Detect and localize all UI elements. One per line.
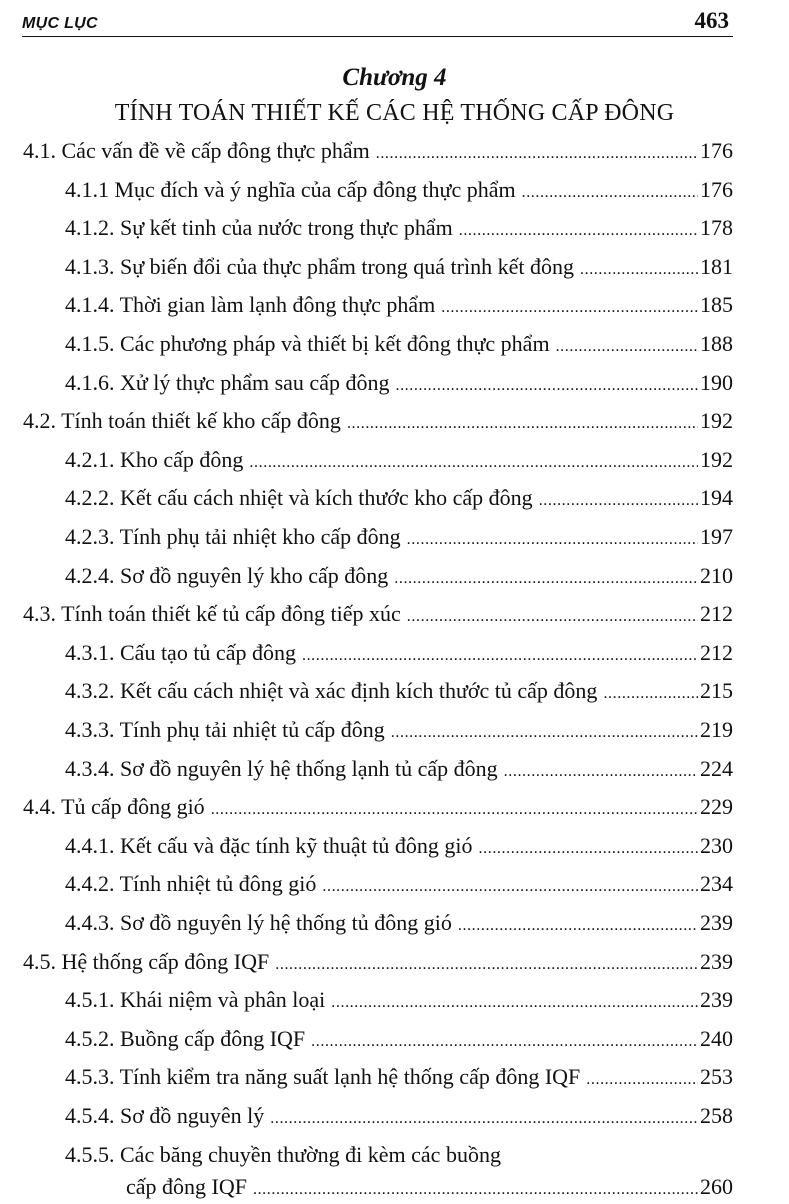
toc-dot-leader [311, 1028, 698, 1056]
toc-entry-label: 4.4.3. Sơ đồ nguyên lý hệ thống tủ đông gió [65, 910, 452, 935]
toc-dot-leader [376, 140, 698, 168]
toc-page-number: 239 [700, 987, 733, 1013]
toc-subsection-entry [65, 909, 733, 940]
toc-dot-leader [275, 951, 698, 979]
toc-subsection-entry [65, 253, 733, 284]
toc-page-number: 234 [700, 871, 733, 897]
toc-entry-label: 4.4. Tủ cấp đông gió [23, 794, 205, 820]
toc-dot-leader [407, 603, 698, 631]
toc-subsection-entry [65, 562, 733, 593]
toc-entry-label: 4.1. Các vấn đề về cấp đông thực phẩm [23, 138, 370, 163]
toc-page-number: 224 [700, 755, 733, 781]
toc-page-number: 178 [700, 215, 733, 241]
toc-entry-label: 4.3.4. Sơ đồ nguyên lý hệ thống lạnh tủ cấp đông [65, 755, 498, 781]
toc-entry-label: 4.2.1. Kho cấp đông [65, 446, 244, 472]
toc-dot-leader [441, 294, 698, 322]
toc-entry-label: 4.2.2. Kết cấu cách nhiệt và kích thước kho cấp đông [65, 485, 533, 511]
toc-dot-leader [322, 873, 698, 901]
toc-section-entry [23, 948, 733, 979]
toc-dot-leader [394, 565, 698, 593]
toc-entry-label: 4.1.2. Sự kết tinh của nước trong thực phẩm [65, 215, 453, 241]
toc-entry-label: 4.5.3. Tính kiểm tra năng suất lạnh hệ thống cấp đông IQF [65, 1064, 581, 1090]
toc-entry-label: 4.4.1. Kết cấu và đặc tính kỹ thuật tủ đông gió [65, 832, 473, 858]
toc-page-number: 190 [700, 369, 733, 395]
toc-entry-label: 4.5.2. Buồng cấp đông IQF [65, 1025, 306, 1051]
toc-subsection-entry [65, 330, 733, 361]
toc-entry-label: 4.5.4. Sơ đồ nguyên lý [65, 1103, 265, 1128]
toc-entry-label: 4.2.4. Sơ đồ nguyên lý kho cấp đông [65, 562, 389, 588]
toc-section-entry [23, 793, 733, 824]
toc-subsection-entry [65, 832, 733, 863]
toc-subsection-entry [65, 446, 733, 477]
toc-page-number: 212 [700, 601, 733, 627]
toc-dot-leader [522, 179, 698, 207]
toc-dot-leader [556, 333, 698, 361]
toc-entry-label: 4.1.5. Các phương pháp và thiết bị kết đông thực phẩm [65, 331, 550, 356]
toc-subsection-entry [65, 1063, 733, 1094]
toc-section-entry [23, 137, 733, 168]
toc-entry-label: cấp đông IQF [126, 1173, 247, 1199]
toc-page-number: 239 [700, 948, 733, 974]
toc-dot-leader [603, 680, 698, 708]
toc-subsection-entry [65, 523, 733, 554]
toc-subsection-entry [65, 716, 733, 747]
toc-page-number: 188 [700, 331, 733, 356]
header-page-number: 463 [694, 8, 729, 33]
toc-entry-label: 4.1.4. Thời gian làm lạnh đông thực phẩm [65, 292, 436, 318]
toc-page-number: 239 [700, 910, 733, 935]
toc-subsection-entry [65, 986, 733, 1017]
toc-entry-label: 4.3.1. Cấu tạo tủ cấp đông [65, 639, 296, 665]
toc-entry-label: 4.5.1. Khái niệm và phân loại [65, 987, 326, 1013]
toc-page-number: 210 [700, 562, 733, 588]
toc-dot-leader [580, 256, 698, 284]
toc-subsection-entry [65, 369, 733, 400]
chapter-label: Chương 4 [342, 64, 447, 91]
toc-dot-leader [479, 835, 698, 863]
toc-page-number: 192 [700, 408, 733, 434]
toc-entry-label: 4.2. Tính toán thiết kế kho cấp đông [23, 408, 341, 434]
toc-dot-leader [459, 217, 698, 245]
toc-dot-leader [391, 719, 698, 747]
toc-subsection-entry [65, 870, 733, 901]
toc-page-number: 176 [700, 176, 733, 202]
toc-page-number: 197 [700, 524, 733, 549]
toc-page-number: 192 [700, 446, 733, 472]
toc-dot-leader [347, 410, 698, 438]
toc-entry-label: 4.3.2. Kết cấu cách nhiệt và xác định kích thước tủ cấp đông [65, 678, 598, 704]
toc-page-number: 229 [700, 794, 733, 820]
toc-entry-label: 4.4.2. Tính nhiệt tủ đông gió [65, 871, 317, 897]
toc-page-number: 176 [700, 138, 733, 163]
toc-entry-label: 4.5. Hệ thống cấp đông IQF [23, 948, 270, 974]
toc-dot-leader [302, 642, 698, 670]
toc-page-number: 185 [700, 292, 733, 318]
toc-dot-leader [407, 526, 698, 554]
toc-page-number: 240 [700, 1025, 733, 1051]
toc-subsection-entry [65, 214, 733, 245]
toc-dot-leader [331, 989, 698, 1017]
toc-section-entry [23, 600, 733, 631]
toc-page-number: 181 [700, 253, 733, 279]
toc-entry-label: 4.5.5. Các băng chuyền thường đi kèm các buồng [65, 1141, 501, 1167]
toc-dot-leader [249, 449, 698, 477]
toc-entry-label: 4.1.6. Xử lý thực phẩm sau cấp đông [65, 369, 390, 395]
toc-page-number: 230 [700, 832, 733, 858]
toc-dot-leader [458, 912, 698, 940]
toc-page-number: 253 [700, 1064, 733, 1090]
chapter-title: TÍNH TOÁN THIẾT KẾ CÁC HỆ THỐNG CẤP ĐÔNG [114, 100, 675, 126]
toc-subsection-entry [65, 1102, 733, 1133]
toc-page-number: 258 [700, 1103, 733, 1128]
toc-dot-leader [211, 796, 698, 824]
toc-dot-leader [395, 372, 698, 400]
toc-entry-label: 4.2.3. Tính phụ tải nhiệt kho cấp đông [65, 524, 401, 549]
toc-dot-leader [270, 1105, 698, 1133]
header-section-title: MỤC LỤC [22, 15, 98, 32]
toc-entry-label: 4.1.1 Mục đích và ý nghĩa của cấp đông thực phẩm [65, 176, 516, 202]
toc-entry-label: 4.3. Tính toán thiết kế tủ cấp đông tiếp xúc [23, 601, 401, 627]
toc-dot-leader [586, 1066, 698, 1094]
toc-subsection-entry [65, 291, 733, 322]
toc-subsection-entry [65, 1025, 733, 1056]
toc-section-entry [23, 407, 733, 438]
toc-subsection-entry [65, 484, 733, 515]
toc-subsection-entry [126, 1173, 733, 1204]
toc-page-number: 194 [700, 485, 733, 511]
toc-page-number: 260 [700, 1173, 733, 1199]
toc-subsection-entry [65, 176, 733, 207]
toc-page-number: 215 [700, 678, 733, 704]
toc-subsection-entry [65, 639, 733, 670]
toc-page-number: 212 [700, 639, 733, 665]
toc-dot-leader [504, 758, 698, 786]
toc-subsection-entry [65, 677, 733, 708]
toc-dot-leader [539, 487, 698, 515]
toc-subsection-entry [65, 755, 733, 786]
toc-page-number: 219 [700, 717, 733, 742]
toc-entry-label: 4.3.3. Tính phụ tải nhiệt tủ cấp đông [65, 717, 385, 742]
toc-entry-label: 4.1.3. Sự biến đổi của thực phẩm trong quá trình kết đông [65, 253, 574, 279]
